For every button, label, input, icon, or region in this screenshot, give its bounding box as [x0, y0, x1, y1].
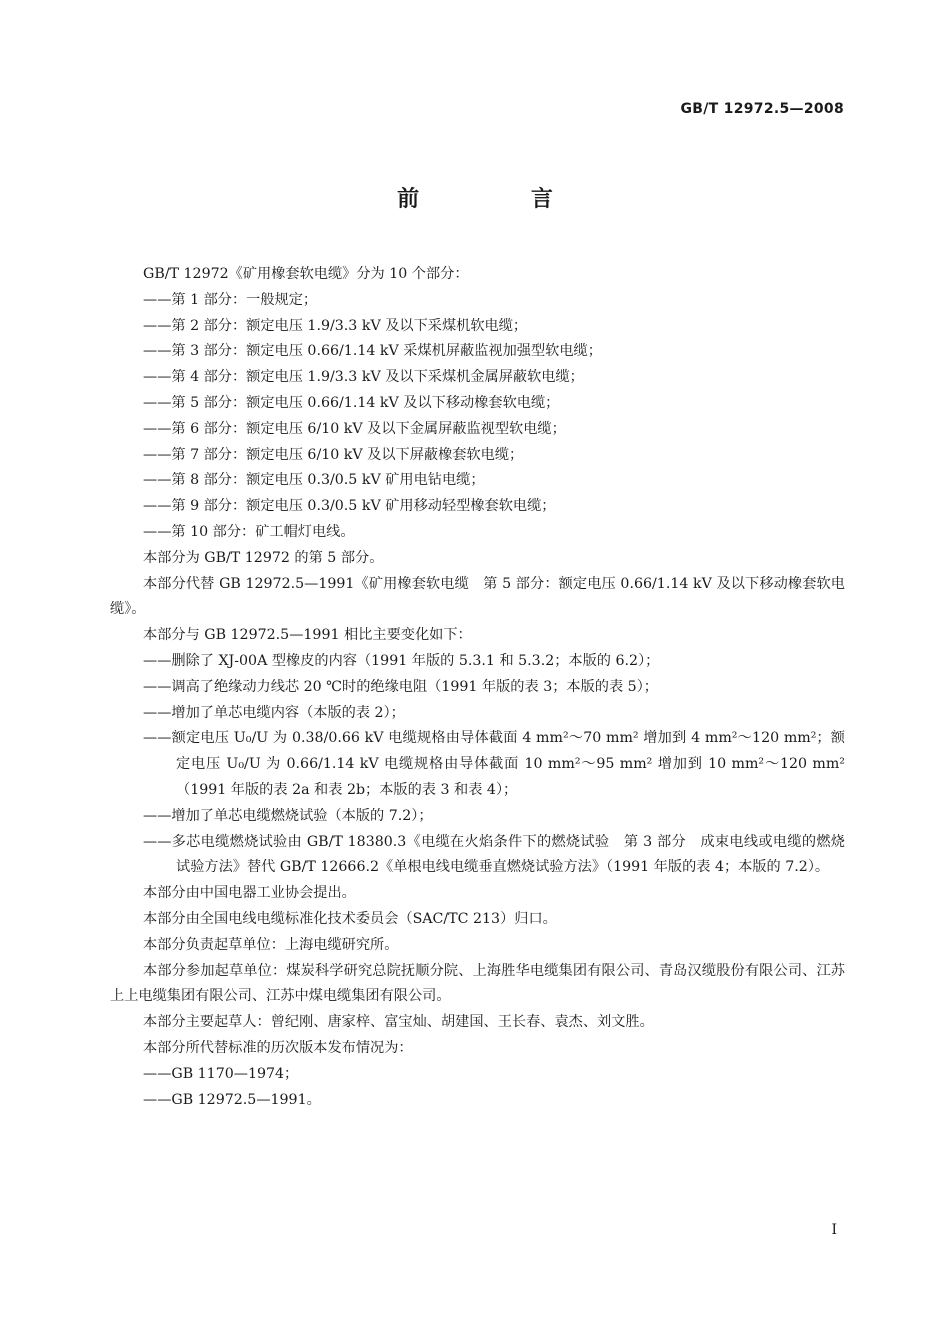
list-item-part-7: ——第 7 部分：额定电压 6/10 kV 及以下屏蔽橡套软电缆； [143, 446, 524, 463]
history-intro-paragraph: 本部分所代替标准的历次版本发布情况为： [143, 1039, 413, 1056]
this-part-paragraph: 本部分为 GB/T 12972 的第 5 部分。 [143, 549, 384, 566]
replaces-paragraph: 本部分代替 GB 12972.5—1991《矿用橡套软电缆 第 5 部分：额定电压 0.66/1.14 kV 及以下移动橡套软电缆》。 [110, 575, 845, 618]
change-item-4: ——额定电压 U₀/U 为 0.38/0.66 kV 电缆规格由导体截面 4 mm²～70 mm² 增加到 4 mm²～120 mm²；额定电压 U₀/U 为 0.66/1.14 kV 电缆规格由导体截面 10 mm²～95 mm² 增加到 10 mm²～120 mm²（1991 年版的表 2a 和表 2b；本版的表 3 和表 4）； [143, 730, 845, 798]
list-item-part-8: ——第 8 部分：额定电压 0.3/0.5 kV 矿用电钻电缆； [143, 472, 485, 489]
list-item-part-5: ——第 5 部分：额定电压 0.66/1.14 kV 及以下移动橡套软电缆； [143, 394, 560, 411]
participating-units-paragraph: 本部分参加起草单位：煤炭科学研究总院抚顺分院、上海胜华电缆集团有限公司、青岛汉缆股份有限公司、江苏上上电缆集团有限公司、江苏中煤电缆集团有限公司。 [110, 962, 845, 1005]
list-item-part-1: ——第 1 部分：一般规定； [143, 291, 318, 308]
change-item-2: ——调高了绝缘动力线芯 20 ℃时的绝缘电阻（1991 年版的表 3；本版的表 5）； [143, 678, 658, 695]
list-item-part-3: ——第 3 部分：额定电压 0.66/1.14 kV 采煤机屏蔽监视加强型软电缆； [143, 343, 602, 360]
change-item-3: ——增加了单芯电缆内容（本版的表 2）； [143, 704, 405, 721]
page-number: I [831, 1222, 837, 1238]
changes-intro-paragraph: 本部分与 GB 12972.5—1991 相比主要变化如下： [143, 627, 472, 644]
list-item-part-6: ——第 6 部分：额定电压 6/10 kV 及以下金属屏蔽监视型软电缆； [143, 420, 566, 437]
history-item-1: ——GB 1170—1974； [143, 1065, 299, 1082]
list-item-part-9: ——第 9 部分：额定电压 0.3/0.5 kV 矿用移动轻型橡套软电缆； [143, 498, 556, 515]
proposed-by-paragraph: 本部分由中国电器工业协会提出。 [143, 885, 356, 902]
list-item-part-2: ——第 2 部分：额定电压 1.9/3.3 kV 及以下采煤机软电缆； [143, 317, 528, 334]
list-item-part-4: ——第 4 部分：额定电压 1.9/3.3 kV 及以下采煤机金属屏蔽软电缆； [143, 369, 584, 386]
list-item-part-10: ——第 10 部分：矿工帽灯电线。 [143, 523, 355, 540]
intro-paragraph: GB/T 12972《矿用橡套软电缆》分为 10 个部分： [143, 266, 469, 282]
page-title: 前 言 [397, 187, 605, 212]
document-body [110, 262, 845, 1113]
change-item-5: ——增加了单芯电缆燃烧试验（本版的 7.2）； [143, 807, 433, 824]
drafters-paragraph: 本部分主要起草人：曾纪刚、唐家梓、富宝灿、胡建国、王长春、袁杰、刘文胜。 [143, 1014, 654, 1031]
centralized-by-paragraph: 本部分由全国电线电缆标准化技术委员会（SAC/TC 213）归口。 [143, 910, 557, 927]
change-item-6: ——多芯电缆燃烧试验由 GB/T 18380.3《电缆在火焰条件下的燃烧试验 第 3 部分 成束电线或电缆的燃烧试验方法》替代 GB/T 12666.2《单根电线电缆垂直燃烧试验方法》（1991 年版的表 4；本版的 7.2）。 [143, 833, 845, 876]
standard-code: GB/T 12972.5—2008 [680, 101, 844, 117]
history-item-2: ——GB 12972.5—1991。 [143, 1091, 321, 1108]
drafting-unit-paragraph: 本部分负责起草单位：上海电缆研究所。 [143, 936, 399, 953]
change-item-1: ——删除了 XJ-00A 型橡皮的内容（1991 年版的 5.3.1 和 5.3.2；本版的 6.2）； [143, 652, 660, 669]
